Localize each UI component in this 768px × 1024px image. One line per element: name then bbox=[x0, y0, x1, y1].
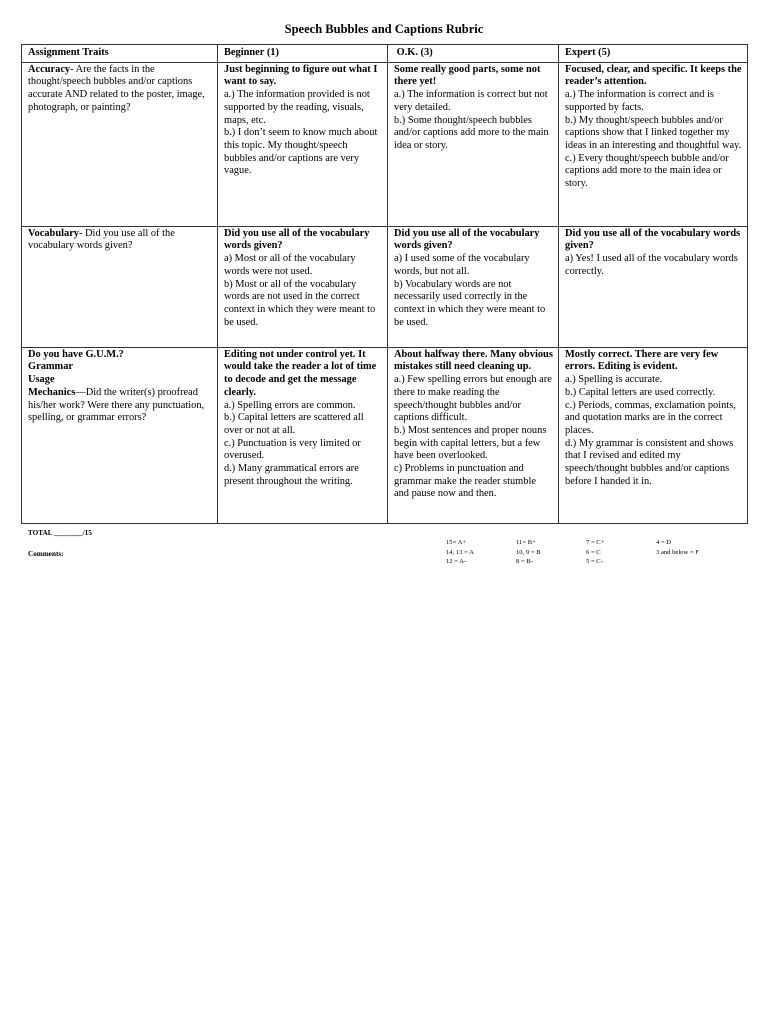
row-vocabulary bbox=[22, 226, 748, 347]
ok-summary: About halfway there. Many obvious mistakes still need cleaning up. bbox=[394, 348, 553, 373]
trait-title: Vocabulary bbox=[28, 227, 79, 239]
total-score: TOTAL ________/15 bbox=[28, 529, 92, 537]
criteria-line: a.) Few spelling errors but enough are there to make reading the speech/thought bubbles and/or captions difficult. bbox=[394, 374, 552, 424]
criteria-line: c) Problems in punctuation and grammar make the reader stumble and pause now and then. bbox=[394, 463, 536, 500]
criteria-line: a.) The information is correct but not very detailed. bbox=[394, 89, 548, 113]
header-ok: O.K. (3) bbox=[388, 45, 559, 63]
criteria-line: b.) Some thought/speech bubbles and/or captions add more to the main idea or story. bbox=[394, 114, 549, 151]
header-beginner: Beginner (1) bbox=[218, 45, 388, 63]
trait-title: Do you have G.U.M.? bbox=[28, 348, 124, 360]
expert-summary: Did you use all of the vocabulary words given? bbox=[565, 227, 741, 252]
criteria-line: b.) Capital letters are scattered all over or not at all. bbox=[224, 412, 364, 436]
criteria-line: a.) The information is correct and is supported by facts. bbox=[565, 89, 714, 113]
criteria-line: b.) Most sentences and proper nouns begin with capital letters, but a few have been overlooked. bbox=[394, 424, 547, 462]
criteria-line: b.) I don’t seem to know much about this topic. My thought/speech bubbles and/or captions are very vague. bbox=[224, 127, 378, 177]
grade-entry: 7 = C+ bbox=[586, 539, 605, 546]
rubric-table bbox=[21, 44, 748, 524]
grade-entry: 15= A+ bbox=[446, 539, 467, 546]
beginner-cell bbox=[218, 347, 388, 523]
criteria-line: c.) Every thought/speech bubble and/or captions add more to the main idea or story. bbox=[565, 152, 729, 190]
criteria-line: a.) Spelling errors are common. bbox=[224, 399, 356, 411]
grade-entry: 3 and below = F bbox=[656, 548, 699, 556]
criteria-line: a.) Spelling is accurate. bbox=[565, 374, 663, 386]
beginner-summary: Editing not under control yet. It would take the reader a lot of time to decode and get the message clearly. bbox=[224, 348, 377, 398]
criteria-line: a) Yes! I used all of the vocabulary words correctly. bbox=[565, 253, 738, 277]
criteria-line: b) Most or all of the vocabulary words are not used in the correct context in which they were meant to be used. bbox=[224, 278, 376, 328]
expert-summary: Focused, clear, and specific. It keeps the reader’s attention. bbox=[565, 63, 742, 88]
grade-scale-col-b bbox=[516, 538, 541, 567]
beginner-summary: Just beginning to figure out what I want to say. bbox=[224, 63, 378, 88]
header-traits: Assignment Traits bbox=[22, 45, 218, 63]
criteria-line: a) Most or all of the vocabulary words were not used. bbox=[224, 253, 356, 277]
row-accuracy bbox=[22, 62, 748, 226]
header-row bbox=[22, 45, 748, 63]
expert-cell bbox=[559, 62, 748, 226]
criteria-line: b) Vocabulary words are not necessarily used correctly in the context in which they were meant to be used. bbox=[394, 278, 546, 328]
ok-summary: Did you use all of the vocabulary words given? bbox=[394, 227, 540, 252]
expert-cell bbox=[559, 226, 748, 347]
grade-entry: 5 = C- bbox=[586, 558, 603, 566]
trait-title: Accuracy bbox=[28, 63, 71, 75]
header-expert: Expert (5) bbox=[559, 45, 748, 63]
trait-cell bbox=[22, 62, 218, 226]
criteria-line: a) I used some of the vocabulary words, but not all. bbox=[394, 253, 530, 277]
criteria-line: d.) Many grammatical errors are present throughout the writing. bbox=[224, 463, 359, 487]
ok-cell bbox=[388, 62, 559, 226]
beginner-cell bbox=[218, 226, 388, 347]
trait-description: —Did the writer(s) proofread his/her work? Were there any punctuation, spelling, or grammar errors? bbox=[28, 386, 205, 424]
trait-description: - Are the facts in the thought/speech bubbles and/or captions accurate AND related to the poster, image, photograph, or painting? bbox=[28, 63, 205, 113]
criteria-line: b.) My thought/speech bubbles and/or captions show that I linked together my ideas in an interesting and thoughtful way. bbox=[565, 114, 742, 151]
criteria-line: c.) Periods, commas, exclamation points, and quotation marks are in the correct places. bbox=[565, 399, 736, 436]
criteria-line: d.) My grammar is consistent and shows that I revised and edited my speech/thought bubbles and/or captions before I handed it in. bbox=[565, 437, 734, 487]
trait-subtitle: Mechanics bbox=[28, 386, 76, 398]
trait-cell bbox=[22, 347, 218, 523]
grade-entry: 12 = A- bbox=[446, 558, 467, 566]
criteria-line: c.) Punctuation is very limited or overused. bbox=[224, 437, 361, 462]
ok-summary: Some really good parts, some not there yet! bbox=[394, 63, 541, 88]
trait-description: - Did you use all of the vocabulary words given? bbox=[28, 227, 175, 252]
grade-scale-col-c bbox=[586, 538, 604, 567]
grade-scale-col-a bbox=[446, 538, 474, 567]
grade-entry: 11= B+ bbox=[516, 539, 536, 546]
grade-scale-col-d bbox=[656, 538, 699, 557]
grade-entry: 10, 9 = B bbox=[516, 548, 541, 556]
grade-entry: 8 = B- bbox=[516, 558, 533, 566]
comments-label: Comments: bbox=[28, 550, 64, 558]
row-gum bbox=[22, 347, 748, 523]
trait-cell bbox=[22, 226, 218, 347]
grade-entry: 14, 13 = A bbox=[446, 548, 474, 556]
ok-cell bbox=[388, 347, 559, 523]
criteria-line: b.) Capital letters are used correctly. bbox=[565, 386, 716, 398]
criteria-line: a.) The information provided is not supported by the reading, visuals, maps, etc. bbox=[224, 89, 370, 126]
ok-cell bbox=[388, 226, 559, 347]
beginner-cell bbox=[218, 62, 388, 226]
page-title: Speech Bubbles and Captions Rubric bbox=[284, 22, 484, 36]
trait-subtitle: Usage bbox=[28, 374, 55, 386]
grade-entry: 6 = C bbox=[586, 548, 601, 556]
trait-subtitle: Grammar bbox=[28, 361, 74, 373]
grade-entry: 4 = D bbox=[656, 539, 672, 546]
expert-summary: Mostly correct. There are very few errors. Editing is evident. bbox=[565, 348, 719, 373]
beginner-summary: Did you use all of the vocabulary words given? bbox=[224, 227, 370, 252]
expert-cell bbox=[559, 347, 748, 523]
